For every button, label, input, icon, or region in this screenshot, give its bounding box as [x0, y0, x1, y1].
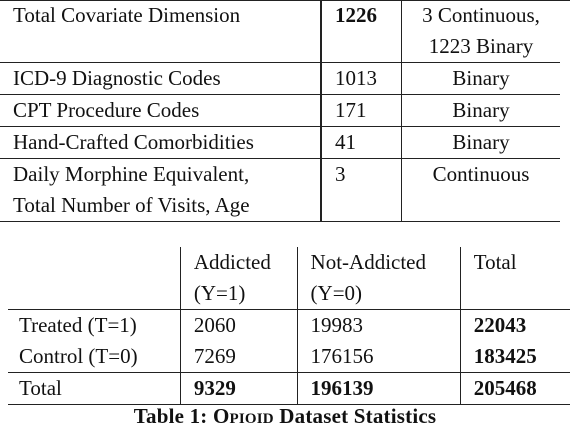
header-total: Total [460, 247, 570, 310]
treatment-outcome-table [8, 247, 570, 405]
row-count: 171 [321, 95, 402, 127]
table-row [0, 95, 560, 127]
cell-not-addicted: 196139 [297, 373, 460, 405]
row-type-line1: 3 Continuous, [422, 3, 540, 27]
cell-total: 22043 [460, 310, 570, 342]
row-label-line2: Total Number of Visits, Age [13, 193, 250, 217]
row-label: Treated (T=1) [19, 313, 137, 337]
cell-addicted: 7269 [180, 341, 297, 373]
row-type: Binary [402, 95, 561, 127]
header-not-addicted-condition: (Y=0) [310, 281, 363, 305]
caption-suffix: Dataset Statistics [273, 404, 437, 428]
row-count: 1013 [321, 63, 402, 95]
header-empty-cell [8, 247, 180, 310]
header-addicted-label: Addicted [193, 250, 271, 274]
row-count: 41 [321, 127, 402, 159]
row-type: Binary [402, 127, 561, 159]
header-addicted-condition: (Y=1) [193, 281, 246, 305]
header-row [8, 247, 570, 310]
row-label-line1: Daily Morphine Equivalent, [13, 162, 250, 186]
total-row [8, 373, 570, 405]
row-label: Total Covariate Dimension [0, 0, 321, 63]
table-caption [0, 404, 570, 429]
row-label: Control (T=0) [8, 341, 180, 373]
row-label: Total [8, 373, 180, 405]
table-row [0, 63, 560, 95]
caption-prefix: Table 1: [133, 404, 213, 428]
row-label: Hand-Crafted Comorbidities [0, 127, 321, 159]
row-count: 1226 [321, 0, 402, 63]
row-type: Continuous [402, 159, 561, 222]
cell-not-addicted: 19983 [297, 310, 460, 342]
row-type-line2: 1223 Binary [428, 34, 534, 58]
cell-total: 183425 [460, 341, 570, 373]
header-not-addicted [297, 247, 460, 310]
table-row [0, 159, 560, 222]
row-type: Binary [402, 63, 561, 95]
table-row [8, 341, 570, 373]
cell-addicted: 9329 [180, 373, 297, 405]
row-type [402, 0, 561, 63]
row-label: CPT Procedure Codes [0, 95, 321, 127]
cell-not-addicted: 176156 [297, 341, 460, 373]
cell-total: 205468 [460, 373, 570, 405]
table-row [0, 127, 560, 159]
header-not-addicted-label: Not-Addicted [310, 250, 427, 274]
row-label: ICD-9 Diagnostic Codes [0, 63, 321, 95]
row-count: 3 [321, 159, 402, 222]
table-row [8, 310, 570, 342]
caption-dataset-name: Opioid [212, 404, 274, 428]
row-label [0, 159, 321, 222]
cell-addicted: 2060 [180, 310, 297, 342]
table-row [0, 0, 560, 63]
header-addicted [180, 247, 297, 310]
